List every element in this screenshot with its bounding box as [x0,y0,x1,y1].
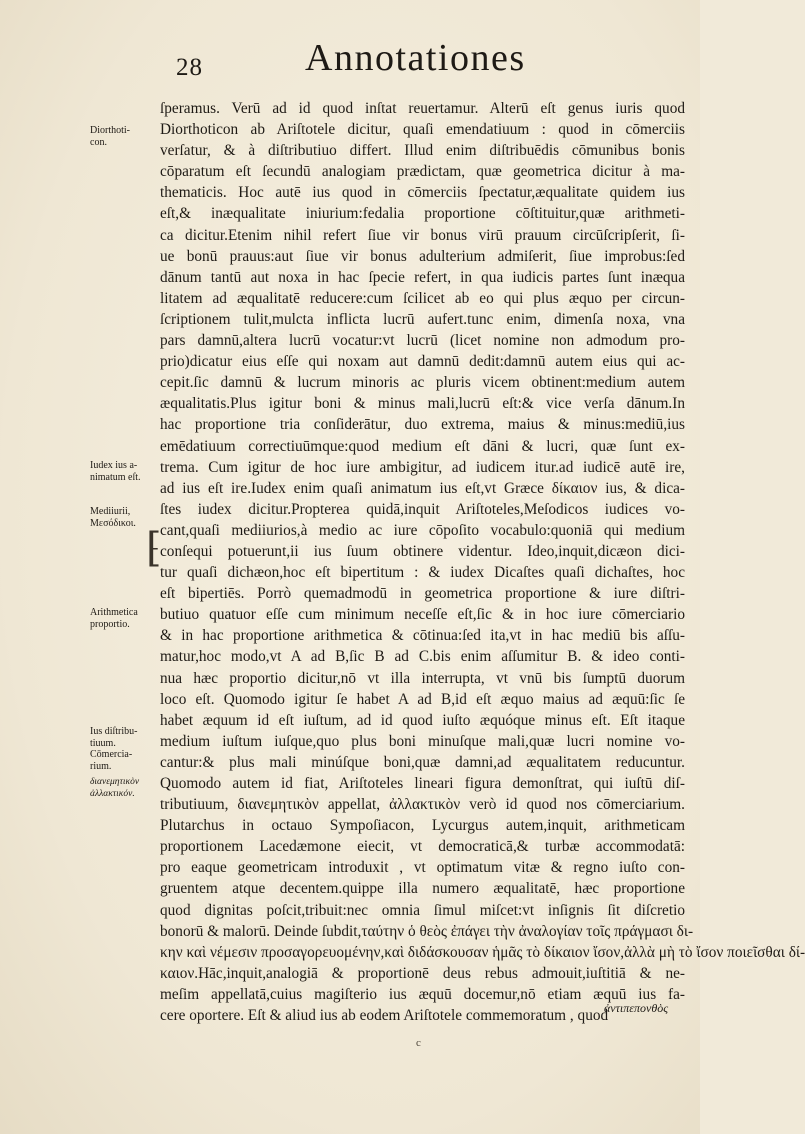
running-title: Annotationes [305,37,526,79]
margin-note-line: Μεσόδικοι. [90,517,136,529]
text-line: loco eſt. Quomodo igitur ſe habet A ad B,id eſt æquo maius ad æquū:ſic ſe [160,690,685,708]
margin-note-line: rium. [90,760,112,772]
text-line: litatem ad æqualitatē reducere:cum ſcilicet ab eo qui plus æquo per circun- [160,289,685,307]
margin-note-line: ἀλλακτικόν. [90,788,135,799]
text-line: cantur:& plus mali minúſque boni,quæ damni,ad æqualitatem reducuntur. [160,753,685,771]
text-line: ſcriptionem tulit,mulcta inflicta lucrū aufert.tunc enim, dimenſa noxa, vna [160,310,685,328]
text-line: trema. Cum igitur de hoc iure ambigitur, ad iudicem itur.ad iudicē autē ire, [160,458,685,476]
text-line: prio)dicatur eius eſſe qui noxam aut damnū dedit:damnū autem eius qui ac- [160,353,685,371]
text-line: hac proportione tria conſiderātur, duo extrema, maius & minus:mediū,ius [160,416,685,434]
margin-note-line: con. [90,136,107,148]
body-text [160,98,805,1026]
margin-note-line: Diorthoti- [90,125,130,136]
text-line: eſt bipertiēs. Porrò quemadmodū in geometrica proportione & iure diſtri- [160,585,685,603]
margin-note-greek-terms [90,777,156,800]
margin-note-line: proportio. [90,618,130,630]
margin-note-line: Mediiurii, [90,506,131,517]
text-line: ad ius eſt ire.Iudex enim quaſi animatum ius eſt,vt Græce δίκαιον ius, & dica- [160,479,685,497]
text-line: tur quaſi dichæon,hoc eſt bipertitum : & iudex Dicaſtes quaſi dichaſtes, hoc [160,564,685,582]
text-line: verſatur, & à diſtributiuo differt. Illud enim diſtribuēdis cōmunibus bonis [160,142,685,160]
margin-note-line: Arithmetica [90,607,138,618]
text-line: ca dicitur.Etenim nihil refert ſiue vir bonus virū prauum circūſcripſerit, ſi- [160,226,685,244]
text-line: emēdatiuum correctiuūmque:quod medium eſt dāni & lucri, quæ ſunt ex- [160,437,685,455]
margin-note-line: tiuum. [90,737,116,749]
text-line: ſtes iudex dicitur.Propterea quidā,inquit Ariſtoteles,Meſodicos iudices vo- [160,500,685,518]
margin-note-line: διανεμητικὸν [90,777,140,787]
text-line: medium iuſtum iuſque,quo plus boni minuſque mali,quæ lucri nomine vo- [160,732,685,750]
text-line: nua hæc proportio dicitur,nō vt illa interrupta, vt vnū bis ſumptū duorum [160,669,685,687]
text-line: eſt,& inæqualitate iniurium:fedalia proportione cōſtituitur,quæ arithmeti- [160,205,685,223]
margin-note-ius-distributiuum [90,726,156,772]
text-line: Quomodo autem id fiat, Ariſtoteles lineari figura demonſtrat, qui iuſtū diſ- [160,775,685,792]
margin-note-diorthoticon [90,125,156,148]
catchword: ἀντιπεπονθὸς [604,1001,669,1015]
text-line: ſperamus. Verū ad id quod inſtat reuertamur. Alterū eſt genus iuris quod [160,100,685,117]
text-line: cepit.ſic damnū & lucrum minoris ac pluris vicem obtinent:medium autem [160,374,685,392]
text-line: καιον.Hāc,inquit,analogiā & proportionē deus rebus admouit,iuſtitiā & ne- [160,964,685,982]
text-line: tributiuum, διανεμητικὸν appellat, ἀλλακτικὸν verò id quod nos cōmerciarium. [160,796,685,814]
text-line: æqualitatis.Plus igitur boni & minus mali,lucrū eſt:& vice verſa dānum.In [160,395,685,413]
text-line: habet æquum id eſt iuſtum, ad id quod iuſto æquóque minus eſt. Eſt itaque [160,711,685,729]
text-line: butiuo quatuor eſſe cum minimum neceſſe eſt,ſic & in hoc iure cōmerciario [160,606,685,624]
text-line: thematicis. Hoc autē ius quod in cōmerciis ſpectatur,æqualitate quidem ius [160,184,685,202]
text-line: cere oportere. Eſt & aliud ius ab eodem Ariſtotele commemoratum , quod [160,1007,609,1025]
margin-note-iudex [90,460,156,483]
text-line: dānum tantū aut noxa in hac ſpecie refert, in qua iudicis partes ſunt inæqua [160,268,685,286]
text-line: gruentem atque decentem.quippe illa numero æqualitatē, hæc proportione [160,880,685,898]
text-line: proportionem Lacedæmone eiecit, vt democraticā,& turbæ accommodatā: [160,838,685,856]
text-line: Diorthoticon ab Ariſtotele dicitur, quaſi emendatiuum : quod in cōmerciis [160,121,685,139]
text-line: cant,quaſi mediiurios,à medio ac iure cōpoſito vocabulo:quoniā qui medium [160,521,685,539]
text-line: & in hac proportione arithmetica & cōtinua:ſed ita,vt in hac mediū bis aſſu- [160,627,685,645]
signature-mark: c [416,1037,421,1049]
text-line: bonorū & malorū. Deinde ſubdit,ταύτην ὁ θεὸς ἐπάγει τὴν ἀναλογίαν τοῖς πράγμασι δι- [160,922,694,940]
text-line: κην καὶ νέμεσιν προσαγορευομένην,καὶ διδάσκουσαν ἡμᾶς τὸ δίκαιον ἴσον,ἀλλὰ μὴ τὸ ἴσον ποιεῖσθαι δί- [160,943,805,961]
margin-note-line: Ius diſtribu- [90,726,138,737]
margin-note-arithmetica [90,607,156,630]
text-line: matur,hoc modo,vt A ad B,ſic B ad C.bis enim aſſumitur B. & ideo conti- [160,648,685,666]
margin-note-line: nimatum eſt. [90,471,141,483]
page-number: 28 [176,54,203,81]
text-line: meſim appellatā,cuius magiſterio ius æquū docemur,nō etiam æquū ius fa- [160,985,685,1003]
text-line: pro eaque geometricam introduxit , vt optimatum vitæ & regno iuſto con- [160,859,685,877]
text-line: pars damnū,altera lucrū vocatur:vt lucrū (licet nomine non admodum pro- [160,332,685,350]
text-line: Plutarchus in octauo Sympoſiacon, Lycurgus autem,inquit, arithmeticam [160,817,685,835]
bracket-mark: ⁅ [146,525,162,570]
text-line: quod dignitas poſcit,tribuit:nec omnia ſimul miſcet:vt inſignis ſit diſcretio [160,901,685,919]
text-line: ue bonū prauus:aut ſiue vir bonus adulterium admiſerit, ſiue improbus:ſed [160,247,685,265]
text-line: cōparatum eſt ſecundū analogiam prædictam, quæ geometrica dicitur à ma- [160,163,685,181]
text-line: conſequi potuerunt,ii ius ſuum obtinere videntur. Ideo,inquit,dicæon dici- [160,542,685,560]
margin-note-line: Cōmercia- [90,749,133,760]
margin-note-line: Iudex ius a- [90,460,138,471]
